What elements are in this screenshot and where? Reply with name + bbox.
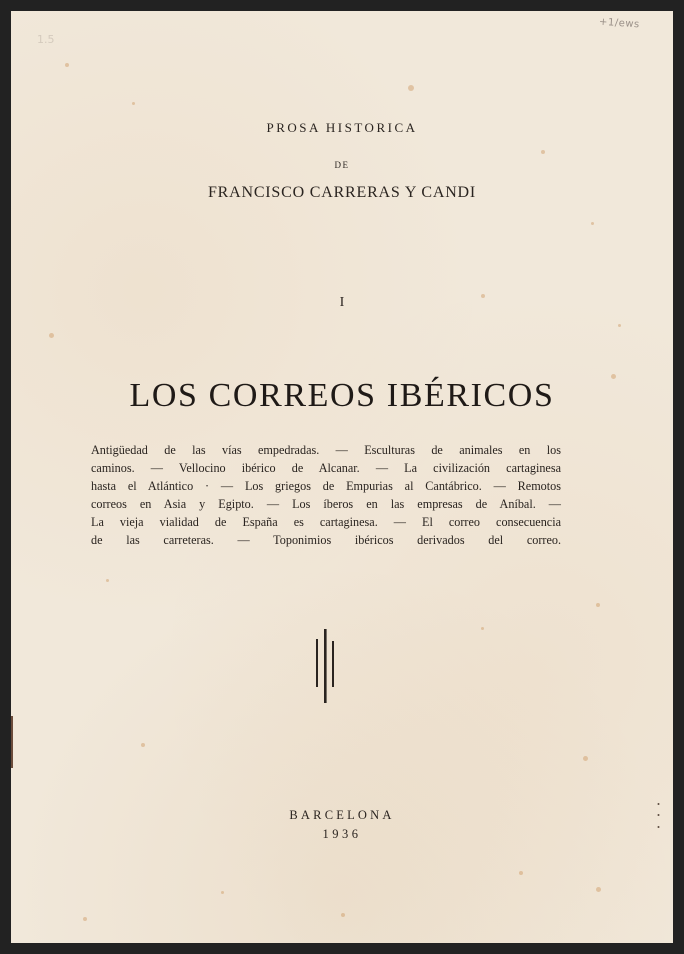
author-preposition: DE [334, 160, 350, 170]
foxing-spot [583, 756, 588, 761]
summary-line: hasta el Atlántico · — Los griegos de Empurias al Cantábrico. — Remotos [91, 479, 561, 493]
summary-line: caminos. — Vellocino ibérico de Alcanar. — La civilización cartaginesa [91, 461, 561, 475]
volume-number: I [339, 295, 345, 310]
edge-dots [657, 801, 660, 831]
foxing-spot [341, 913, 345, 917]
summary-line: correos en Asia y Egipto. — Los íberos en las empresas de Aníbal. — [91, 497, 561, 511]
foxing-spot [481, 627, 484, 630]
foxing-spot [83, 917, 87, 921]
faint-pencil-mark: 1.5 [37, 33, 55, 46]
publication-year: 1936 [322, 827, 362, 841]
foxing-spot [132, 102, 135, 105]
foxing-spot [65, 63, 69, 67]
foxing-spot [49, 333, 54, 338]
contents-summary [91, 441, 561, 549]
title-page [11, 11, 673, 943]
summary-line: La vieja vialidad de España es cartaginesa. — El correo consecuencia [91, 515, 561, 529]
foxing-spot [106, 579, 109, 582]
foxing-spot [618, 324, 621, 327]
printer-ornament-icon [311, 629, 341, 703]
summary-line: de las carreteras. — Toponimios ibéricos derivados del correo. [91, 533, 561, 547]
author-name: FRANCISCO CARRERAS Y CANDI [207, 184, 477, 201]
foxing-spot [541, 150, 545, 154]
page-title: LOS CORREOS IBÉRICOS [129, 377, 555, 414]
series-title: PROSA HISTORICA [266, 120, 418, 135]
edge-stain [11, 716, 13, 768]
foxing-spot [141, 743, 145, 747]
foxing-spot [591, 222, 594, 225]
pencil-annotation: +1/ews [598, 16, 640, 31]
foxing-spot [408, 85, 414, 91]
foxing-spot [596, 603, 600, 607]
publication-place: BARCELONA [289, 808, 395, 822]
summary-line: Antigüedad de las vías empedradas. — Esculturas de animales en los [91, 443, 561, 457]
foxing-spot [519, 871, 523, 875]
foxing-spot [596, 887, 601, 892]
foxing-spot [221, 891, 224, 894]
